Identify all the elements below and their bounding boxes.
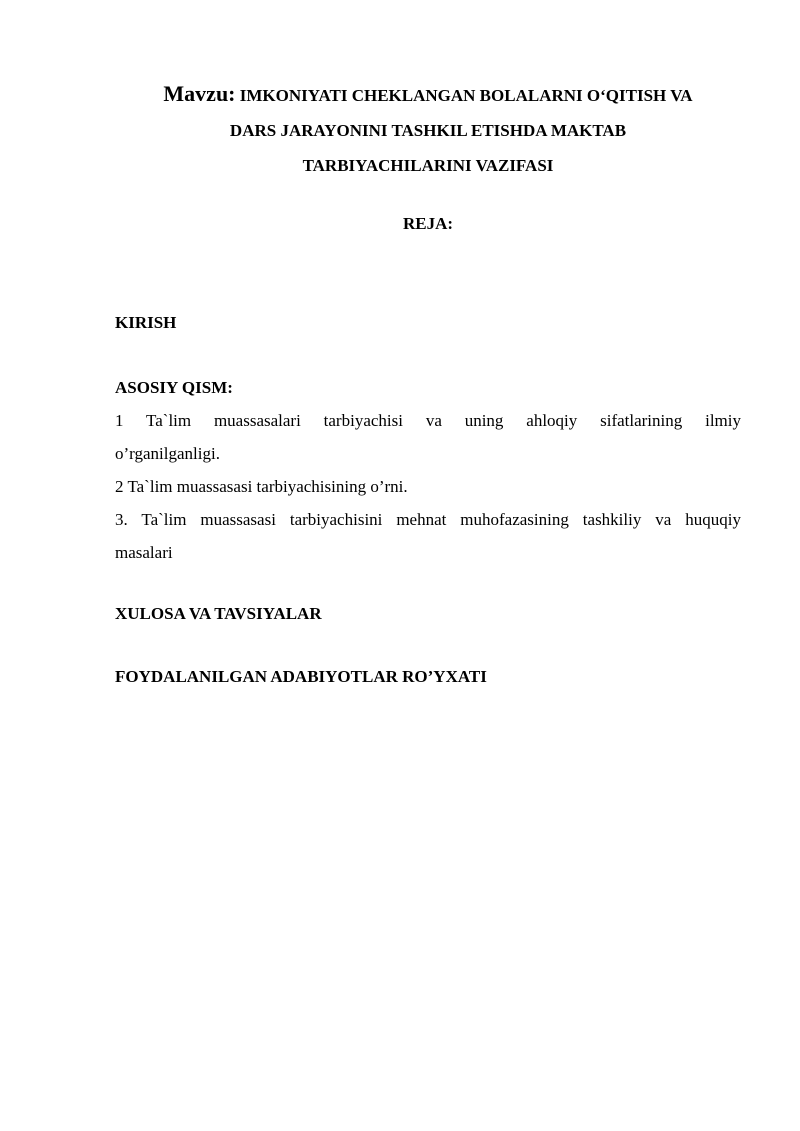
plan-item-3-line-1: 3. Ta`lim muassasasi tarbiyachisini mehnat muhofazasining tashkiliy va huquqiy bbox=[115, 510, 741, 529]
intro-heading: KIRISH bbox=[115, 313, 177, 332]
plan-item-3-line-2: masalari bbox=[115, 543, 173, 562]
title-text-1: IMKONIYATI CHEKLANGAN BOLALARNI O‘QITISH VA bbox=[239, 86, 693, 105]
document-title bbox=[100, 76, 756, 183]
title-prefix: Mavzu: bbox=[163, 81, 236, 106]
main-part-heading: ASOSIY QISM: bbox=[115, 378, 233, 397]
title-line-3: TARBIYACHILARINI VAZIFASI bbox=[302, 156, 554, 175]
title-line-2: DARS JARAYONINI TASHKIL ETISHDA MAKTAB bbox=[229, 121, 627, 140]
title-line-1 bbox=[100, 76, 756, 113]
plan-item-2: 2 Ta`lim muassasasi tarbiyachisining o’rni. bbox=[115, 477, 408, 496]
plan-item-1-line-2: o’rganilganligi. bbox=[115, 444, 220, 463]
plan-heading: REJA: bbox=[402, 214, 454, 233]
plan-item-1-line-1: 1 Ta`lim muassasalari tarbiyachisi va uning ahloqiy sifatlarining ilmiy bbox=[115, 411, 741, 430]
references-heading: FOYDALANILGAN ADABIYOTLAR RO’YXATI bbox=[115, 667, 487, 686]
main-part-section bbox=[115, 371, 741, 569]
conclusion-heading: XULOSA VA TAVSIYALAR bbox=[115, 604, 322, 623]
